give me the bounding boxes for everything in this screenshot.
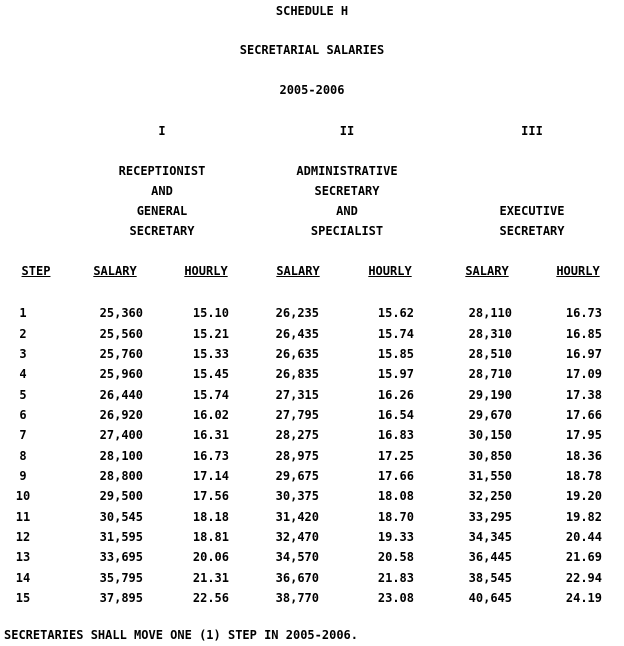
cell-hourly-1: 16.73	[192, 448, 229, 463]
cell-salary-1: 35,795	[99, 570, 143, 585]
table-row	[0, 486, 602, 506]
cell-salary-1: 25,360	[99, 306, 143, 321]
table-row	[0, 466, 602, 486]
group-2-line-3: AND	[336, 204, 358, 218]
group-1-line-1: RECEPTIONIST	[118, 164, 206, 178]
cell-salary-3: 29,670	[468, 407, 512, 422]
cell-hourly-2: 21.83	[377, 570, 414, 585]
cell-hourly-3: 22.94	[565, 570, 602, 585]
column-header-step: STEP	[21, 264, 51, 278]
cell-step: 1	[19, 306, 27, 321]
group-3-line-2: SECRETARY	[499, 224, 565, 238]
cell-step: 11	[15, 509, 31, 524]
cell-hourly-3: 24.19	[565, 590, 602, 605]
cell-hourly-1: 18.81	[192, 529, 229, 544]
cell-salary-2: 29,675	[275, 468, 319, 483]
cell-salary-3: 28,110	[468, 306, 512, 321]
cell-step: 13	[15, 550, 31, 565]
cell-salary-1: 37,895	[99, 590, 143, 605]
table-row	[0, 405, 602, 425]
cell-hourly-2: 16.26	[377, 387, 414, 402]
cell-hourly-2: 15.85	[377, 346, 414, 361]
cell-salary-3: 34,345	[468, 529, 512, 544]
cell-salary-3: 28,310	[468, 326, 512, 341]
group-1-numeral: I	[158, 124, 166, 138]
group-1-line-2: AND	[151, 184, 173, 198]
cell-hourly-2: 15.74	[377, 326, 414, 341]
cell-hourly-1: 17.56	[192, 489, 229, 504]
cell-hourly-2: 16.83	[377, 428, 414, 443]
table-row	[0, 364, 602, 384]
group-3-numeral: III	[521, 124, 543, 138]
schedule-year: 2005-2006	[279, 83, 345, 97]
cell-hourly-1: 15.74	[192, 387, 229, 402]
cell-salary-3: 28,710	[468, 367, 512, 382]
cell-salary-1: 33,695	[99, 550, 143, 565]
cell-salary-2: 34,570	[275, 550, 319, 565]
cell-step: 15	[15, 590, 31, 605]
cell-salary-3: 28,510	[468, 346, 512, 361]
table-row	[0, 344, 602, 364]
column-header-salary-3: SALARY	[465, 264, 509, 278]
cell-salary-1: 25,960	[99, 367, 143, 382]
cell-hourly-1: 16.02	[192, 407, 229, 422]
cell-salary-3: 40,645	[468, 590, 512, 605]
cell-salary-2: 26,235	[275, 306, 319, 321]
cell-hourly-1: 21.31	[192, 570, 229, 585]
cell-salary-2: 30,375	[275, 489, 319, 504]
column-header-salary-1: SALARY	[93, 264, 137, 278]
cell-hourly-1: 16.31	[192, 428, 229, 443]
table-row	[0, 445, 602, 465]
cell-hourly-1: 15.33	[192, 346, 229, 361]
column-header-salary-2: SALARY	[276, 264, 320, 278]
cell-step: 4	[19, 367, 27, 382]
cell-salary-2: 26,435	[275, 326, 319, 341]
footnote: SECRETARIES SHALL MOVE ONE (1) STEP IN 2005-2006.	[4, 628, 359, 642]
cell-hourly-3: 16.73	[565, 306, 602, 321]
cell-hourly-1: 15.45	[192, 367, 229, 382]
cell-hourly-2: 20.58	[377, 550, 414, 565]
cell-step: 12	[15, 529, 31, 544]
cell-salary-1: 28,800	[99, 468, 143, 483]
cell-hourly-3: 20.44	[565, 529, 602, 544]
cell-step: 2	[19, 326, 27, 341]
cell-hourly-2: 15.62	[377, 306, 414, 321]
cell-salary-3: 36,445	[468, 550, 512, 565]
cell-salary-2: 26,835	[275, 367, 319, 382]
cell-hourly-3: 17.95	[565, 428, 602, 443]
cell-salary-2: 31,420	[275, 509, 319, 524]
cell-salary-3: 38,545	[468, 570, 512, 585]
table-row	[0, 547, 602, 567]
cell-salary-2: 28,975	[275, 448, 319, 463]
cell-hourly-3: 18.36	[565, 448, 602, 463]
cell-salary-2: 26,635	[275, 346, 319, 361]
cell-hourly-2: 19.33	[377, 529, 414, 544]
cell-salary-1: 26,440	[99, 387, 143, 402]
cell-step: 9	[19, 468, 27, 483]
group-2-line-4: SPECIALIST	[310, 224, 384, 238]
cell-hourly-3: 19.82	[565, 509, 602, 524]
cell-salary-1: 29,500	[99, 489, 143, 504]
cell-hourly-3: 17.38	[565, 387, 602, 402]
group-3-line-1: EXECUTIVE	[499, 204, 565, 218]
cell-salary-1: 25,560	[99, 326, 143, 341]
column-header-hourly-1: HOURLY	[184, 264, 228, 278]
cell-salary-1: 28,100	[99, 448, 143, 463]
column-header-hourly-3: HOURLY	[556, 264, 600, 278]
table-row	[0, 527, 602, 547]
cell-salary-3: 31,550	[468, 468, 512, 483]
cell-salary-3: 33,295	[468, 509, 512, 524]
cell-step: 14	[15, 570, 31, 585]
cell-salary-1: 30,545	[99, 509, 143, 524]
cell-hourly-1: 15.10	[192, 306, 229, 321]
cell-salary-1: 27,400	[99, 428, 143, 443]
cell-hourly-3: 16.85	[565, 326, 602, 341]
group-1-line-3: GENERAL	[136, 204, 188, 218]
cell-salary-2: 28,275	[275, 428, 319, 443]
cell-hourly-1: 18.18	[192, 509, 229, 524]
group-2-line-1: ADMINISTRATIVE	[296, 164, 398, 178]
cell-salary-3: 30,850	[468, 448, 512, 463]
cell-salary-1: 31,595	[99, 529, 143, 544]
table-row	[0, 323, 602, 343]
table-row	[0, 567, 602, 587]
salary-table	[0, 303, 602, 608]
cell-hourly-3: 17.09	[565, 367, 602, 382]
group-1-line-4: SECRETARY	[129, 224, 195, 238]
cell-salary-2: 38,770	[275, 590, 319, 605]
schedule-subtitle: SECRETARIAL SALARIES	[239, 43, 385, 57]
cell-hourly-1: 15.21	[192, 326, 229, 341]
cell-hourly-2: 18.70	[377, 509, 414, 524]
cell-salary-3: 30,150	[468, 428, 512, 443]
cell-step: 6	[19, 407, 27, 422]
cell-salary-2: 27,795	[275, 407, 319, 422]
cell-step: 3	[19, 346, 27, 361]
cell-salary-1: 25,760	[99, 346, 143, 361]
cell-hourly-3: 21.69	[565, 550, 602, 565]
cell-salary-2: 36,670	[275, 570, 319, 585]
cell-salary-3: 29,190	[468, 387, 512, 402]
group-2-line-2: SECRETARY	[314, 184, 380, 198]
schedule-title: SCHEDULE H	[275, 4, 349, 18]
cell-step: 5	[19, 387, 27, 402]
cell-hourly-2: 16.54	[377, 407, 414, 422]
cell-salary-2: 27,315	[275, 387, 319, 402]
cell-step: 8	[19, 448, 27, 463]
cell-hourly-2: 17.25	[377, 448, 414, 463]
table-row	[0, 506, 602, 526]
cell-hourly-2: 18.08	[377, 489, 414, 504]
cell-hourly-3: 18.78	[565, 468, 602, 483]
cell-hourly-2: 15.97	[377, 367, 414, 382]
cell-hourly-1: 17.14	[192, 468, 229, 483]
cell-hourly-1: 20.06	[192, 550, 229, 565]
cell-hourly-3: 19.20	[565, 489, 602, 504]
cell-hourly-2: 17.66	[377, 468, 414, 483]
cell-hourly-3: 16.97	[565, 346, 602, 361]
cell-step: 7	[19, 428, 27, 443]
table-row	[0, 588, 602, 608]
cell-hourly-1: 22.56	[192, 590, 229, 605]
table-row	[0, 425, 602, 445]
cell-hourly-2: 23.08	[377, 590, 414, 605]
column-header-hourly-2: HOURLY	[368, 264, 412, 278]
cell-salary-1: 26,920	[99, 407, 143, 422]
cell-salary-2: 32,470	[275, 529, 319, 544]
cell-salary-3: 32,250	[468, 489, 512, 504]
table-row	[0, 384, 602, 404]
group-2-numeral: II	[339, 124, 355, 138]
table-row	[0, 303, 602, 323]
cell-step: 10	[15, 489, 31, 504]
cell-hourly-3: 17.66	[565, 407, 602, 422]
